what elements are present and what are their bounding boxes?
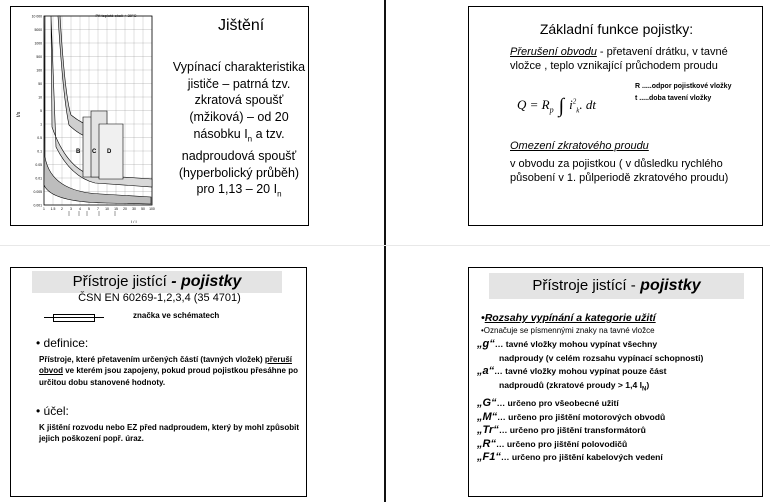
marking-intro: •Označuje se písmennými znaky na tavné vložce xyxy=(481,326,655,335)
chart-x-tick: 2 xyxy=(61,207,63,211)
chart-x-tick: 20 xyxy=(123,207,127,211)
category-row-Tr: „Tr“… určeno pro jištění transformátorů xyxy=(477,424,646,437)
definition-label: • definice: xyxy=(36,336,89,350)
slide-fuse-categories xyxy=(468,267,763,497)
page-divider-horizontal xyxy=(0,245,770,246)
category-row-M: „M“… určeno pro jištění motorových obvodů xyxy=(477,410,666,423)
chart-x-tick: 1 xyxy=(43,207,45,211)
slide-jisteni xyxy=(10,6,309,226)
category-row-a-cont: nadproudů (zkratové proudy > 1,4 $I_N$) xyxy=(499,379,650,393)
chart-y-tick: 500 xyxy=(36,54,42,59)
chart-y-tick: 1000 xyxy=(34,41,42,46)
chart-x-tick: 10 xyxy=(105,207,109,211)
chart-y-tick: 10 000 xyxy=(31,14,42,19)
slide-basic-functions xyxy=(468,6,763,226)
category-row-R: „R“… určeno pro jištění polovodičů xyxy=(477,437,628,450)
slide2-title: Základní funkce pojistky: xyxy=(539,21,694,37)
chart-y-tick: 50 xyxy=(38,81,42,86)
chart-x-tick: 5 xyxy=(88,207,90,211)
chart-x-tick: 4 xyxy=(79,207,81,211)
chart-y-tick: 0.05 xyxy=(35,162,42,167)
chart-y-tick: 0.1 xyxy=(37,149,42,154)
page-divider-vertical xyxy=(384,0,386,502)
chart-y-tick: 5 xyxy=(40,108,42,113)
chart-xlabel: I / I xyxy=(131,219,137,224)
chart-x-tick: 7 xyxy=(97,207,99,211)
slide4-title: Přístroje jistící - pojistky xyxy=(532,277,701,294)
purpose-text: K jištění rozvodu nebo EZ před nadproudem, který by mohl způsobit jejich poškození popř. úraz. xyxy=(39,423,300,444)
chart-ylabel: t/s xyxy=(16,111,22,117)
symbol-caption: značka ve schématech xyxy=(133,311,220,320)
category-row-F1: „F1“… určeno pro jištění kabelových vedení xyxy=(477,451,663,464)
curve-label-b: B xyxy=(76,149,81,155)
chart-x-tick: 100 xyxy=(149,207,155,211)
chart-x-tick: 30 xyxy=(132,207,136,211)
section-heading-limitation: Omezení zkratového proudu xyxy=(510,140,649,152)
category-row-G: „G“… určeno pro všeobecné užití xyxy=(477,397,619,410)
chart-y-tick: 10 xyxy=(38,95,42,100)
chart-y-tick: 0.5 xyxy=(37,135,42,140)
slide2-section-limitation: Omezení zkratového proudu v obvodu za pojistkou ( v důsledku rychlého působení v 1. půlperiodě zkratového proudu) xyxy=(510,139,755,185)
category-row-g: „g“… tavné vložky mohou vypínat všechny xyxy=(477,338,658,350)
ranges-heading: •Rozsahy vypínání a kategorie užití xyxy=(481,312,656,324)
chart-header: Při teplotě okolí + 30°C xyxy=(95,13,137,18)
slide2-section-interruption: Přerušení obvodu - přetavení drátku, v tavné vložce , teplo vznikající průchodem proudu xyxy=(510,46,728,72)
purpose-label: • účel: xyxy=(36,404,69,418)
category-row-a: „a“… tavné vložky mohou vypínat pouze část xyxy=(477,365,667,378)
slide1-body: Vypínací charakteristika jističe – patrná tzv. zkratová spoušť (mžiková) – od 20 násobku $I_n$ a tzv. nadproudová spoušť (hyperbolický průběh) pro 1,13 – 20 $I_n$ xyxy=(172,60,306,199)
chart-y-tick: 0.001 xyxy=(33,203,42,208)
chart-x-tick: 15 xyxy=(114,207,118,211)
slide-fuses-definition xyxy=(10,267,307,497)
definition-text: Přístroje, které přetavením určených částí (tavných vložek) přeruší obvod ve kterém jsou zapojeny, pokud proud pojistkou přesáhne po určitou dobu stanovené hodnoty. xyxy=(39,355,298,387)
curve-label-c: C xyxy=(92,149,97,155)
chart-y-tick: 0.005 xyxy=(33,189,42,194)
category-list xyxy=(477,338,759,465)
chart-x-tick: 50 xyxy=(141,207,145,211)
joule-formula: $Q = R_p$ ∫ $i^2_k$. dt xyxy=(517,95,596,117)
curve-label-d: D xyxy=(107,149,112,155)
chart-y-tick: 1 xyxy=(40,122,42,127)
chart-y-tick: 0.01 xyxy=(35,176,42,181)
slide1-title: Jištění xyxy=(218,17,265,34)
section-heading-interruption: Přerušení obvodu xyxy=(510,46,597,58)
slide3-title: Přístroje jistící - pojistky xyxy=(72,273,242,290)
standard-reference: ČSN EN 60269-1,2,3,4 (35 4701) xyxy=(78,292,241,304)
tripping-characteristic-chart xyxy=(11,7,161,225)
chart-x-tick: 3 xyxy=(70,207,72,211)
fuse-symbol-icon xyxy=(53,314,95,322)
chart-y-tick: 100 xyxy=(36,68,42,73)
chart-x-tick: 1.5 xyxy=(50,207,56,211)
category-row-g-cont: nadproudy (v celém rozsahu vypínací schopnosti) xyxy=(499,352,704,363)
chart-y-tick: 5000 xyxy=(34,27,42,32)
formula-legend: R .....odpor pojistkové vložky t .....doba tavení vložky xyxy=(635,83,732,102)
